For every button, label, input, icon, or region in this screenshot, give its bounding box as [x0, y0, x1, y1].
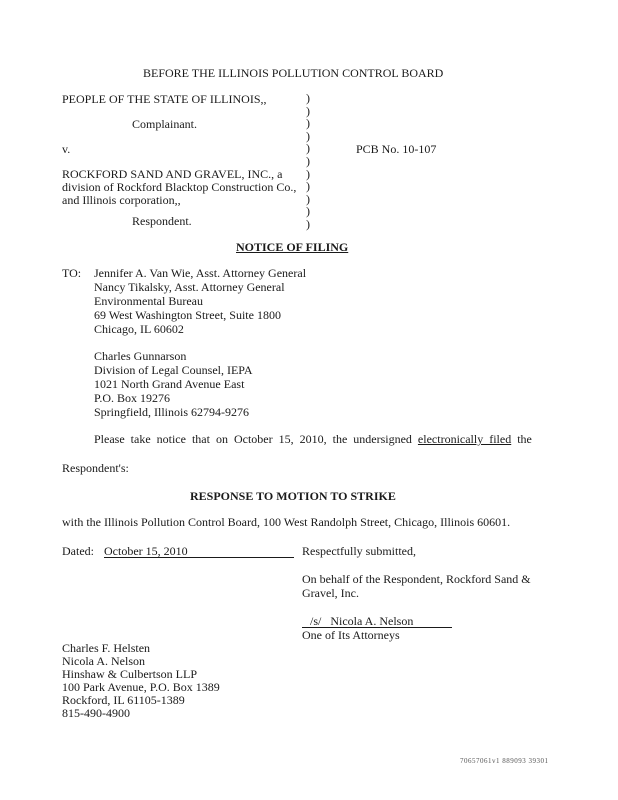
recipient1-line-3: Environmental Bureau [94, 294, 203, 308]
paren: ) [306, 204, 310, 219]
dated-value: October 15, 2010 [104, 544, 188, 558]
notice-text-1: Please take notice that on October 15, 2010, the undersigned [94, 432, 418, 446]
recipient2-line-3: 1021 North Grand Avenue East [94, 377, 245, 391]
paren: ) [306, 153, 310, 168]
respectfully-submitted: Respectfully submitted, [302, 544, 416, 558]
respondent-label: Respondent. [132, 214, 192, 228]
recipient1-line-1: Jennifer A. Van Wie, Asst. Attorney General [94, 266, 307, 280]
paren: ) [306, 179, 310, 194]
firm-line-4: 100 Park Avenue, P.O. Box 1389 [62, 680, 220, 694]
firm-line-5: Rockford, IL 61105-1389 [62, 693, 185, 707]
signature: /s/ Nicola A. Nelson [310, 614, 414, 628]
respondent-line-1: ROCKFORD SAND AND GRAVEL, INC., a [62, 167, 283, 181]
notice-title: NOTICE OF FILING [236, 240, 349, 254]
paren: ) [306, 103, 310, 118]
complainant-party: PEOPLE OF THE STATE OF ILLINOIS,, [62, 92, 267, 106]
recipient2-line-2: Division of Legal Counsel, IEPA [94, 363, 253, 377]
respondents-line: Respondent's: [62, 461, 129, 475]
paren: ) [306, 116, 310, 131]
firm-line-2: Nicola A. Nelson [62, 654, 145, 668]
recipient1-line-2: Nancy Tikalsky, Asst. Attorney General [94, 280, 285, 294]
attorney-role: One of Its Attorneys [302, 628, 400, 642]
recipient2-line-1: Charles Gunnarson [94, 349, 187, 363]
paren: ) [306, 191, 310, 206]
board-heading: BEFORE THE ILLINOIS POLLUTION CONTROL BOARD [143, 66, 444, 80]
firm-line-1: Charles F. Helsten [62, 641, 151, 655]
firm-line-3: Hinshaw & Culbertson LLP [62, 667, 197, 681]
notice-paragraph [94, 432, 532, 446]
to-label: TO: [62, 266, 82, 280]
respondent-line-3: and Illinois corporation,, [62, 193, 181, 207]
document-title: RESPONSE TO MOTION TO STRIKE [190, 489, 396, 503]
recipient1-line-4: 69 West Washington Street, Suite 1800 [94, 308, 281, 322]
recipient2-line-4: P.O. Box 19276 [94, 391, 171, 405]
dated-label: Dated: [62, 544, 94, 558]
document-id-footer: 70657061v1 889093 39301 [460, 757, 549, 765]
firm-line-6: 815-490-4900 [62, 706, 130, 720]
recipient2-line-5: Springfield, Illinois 62794-9276 [94, 405, 249, 419]
caption-parentheses [306, 92, 310, 231]
notice-text-2: the [511, 432, 532, 446]
date-line [104, 557, 294, 558]
paren: ) [306, 91, 310, 105]
on-behalf-line-2: Gravel, Inc. [302, 586, 359, 600]
paren: ) [306, 141, 310, 156]
respondent-line-2: division of Rockford Blacktop Construction Co., [62, 180, 297, 194]
filed-with: with the Illinois Pollution Control Board, 100 West Randolph Street, Chicago, Illinois 60601. [62, 515, 511, 529]
paren: ) [306, 166, 310, 181]
complainant-label: Complainant. [132, 117, 197, 131]
versus-label: v. [62, 142, 71, 156]
electronically-filed: electronically filed [417, 432, 512, 446]
recipient1-line-5: Chicago, IL 60602 [94, 322, 184, 336]
paren: ) [306, 216, 310, 231]
case-number: PCB No. 10-107 [356, 142, 437, 156]
paren: ) [306, 128, 310, 143]
on-behalf-line-1: On behalf of the Respondent, Rockford Sand & [302, 572, 531, 586]
